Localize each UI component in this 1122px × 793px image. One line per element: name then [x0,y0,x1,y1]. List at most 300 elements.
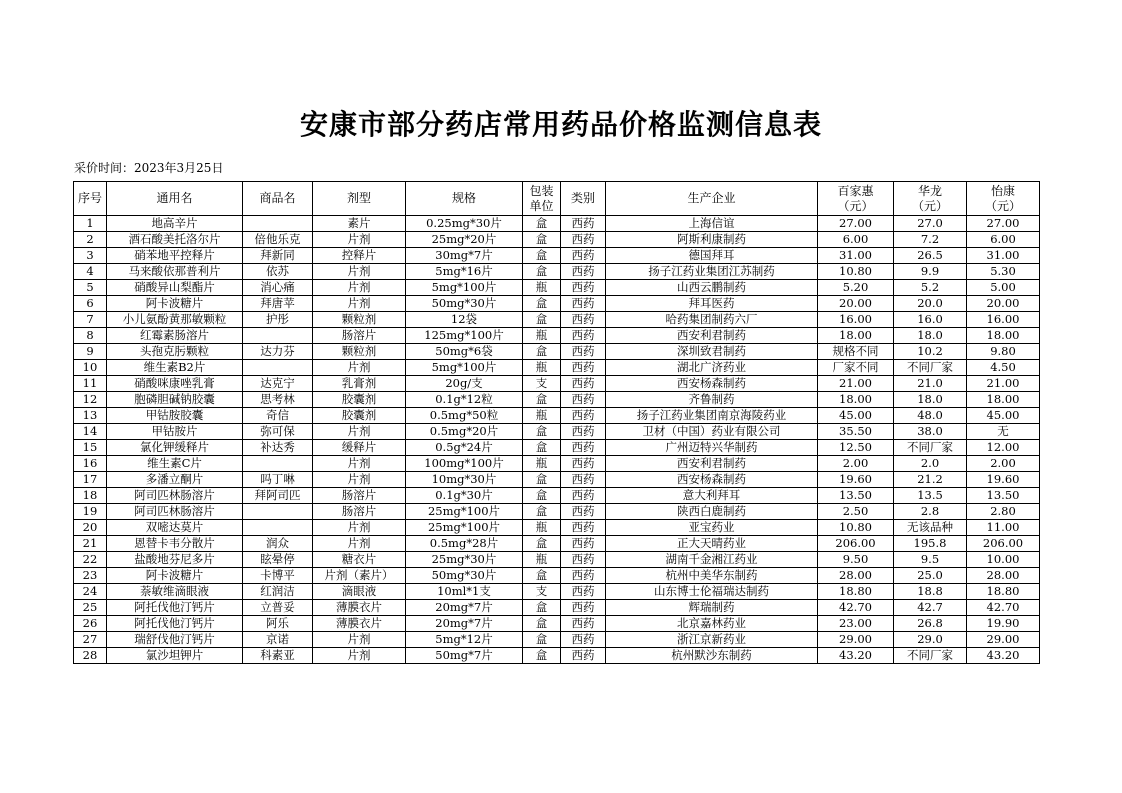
package-unit-cell: 盒 [523,440,561,456]
table-row [74,424,1040,440]
seq-cell: 9 [74,344,107,360]
dosage-form-cell: 片剂 [313,280,406,296]
price-hualong-cell: 29.0 [894,632,967,648]
seq-cell: 19 [74,504,107,520]
brand-name-cell [243,216,313,232]
seq-cell: 18 [74,488,107,504]
price-hualong-cell: 2.0 [894,456,967,472]
generic-name-cell: 维生素B2片 [107,360,243,376]
dosage-form-cell: 胶囊剂 [313,392,406,408]
dosage-form-cell: 片剂 [313,536,406,552]
table-row [74,568,1040,584]
brand-name-cell: 卡博平 [243,568,313,584]
price-baijiahui-cell: 12.50 [818,440,894,456]
price-baijiahui-cell: 31.00 [818,248,894,264]
generic-name-cell: 阿托伐他汀钙片 [107,600,243,616]
header-store-hualong [894,182,967,216]
page-title: 安康市部分药店常用药品价格监测信息表 [299,108,822,141]
table-row [74,584,1040,600]
seq-cell: 3 [74,248,107,264]
category-cell: 西药 [561,328,606,344]
manufacturer-cell: 西安利君制药 [606,328,818,344]
generic-name-cell: 头孢克肟颗粒 [107,344,243,360]
manufacturer-cell: 广州迈特兴华制药 [606,440,818,456]
package-unit-cell: 盒 [523,488,561,504]
seq-cell: 21 [74,536,107,552]
price-baijiahui-cell: 2.50 [818,504,894,520]
header-generic-name: 通用名 [107,182,243,216]
price-yikang-cell: 28.00 [967,568,1040,584]
table-header-row [74,182,1040,216]
dosage-form-cell: 控释片 [313,248,406,264]
price-yikang-cell: 42.70 [967,600,1040,616]
brand-name-cell: 拜新同 [243,248,313,264]
price-baijiahui-cell: 18.00 [818,392,894,408]
seq-cell: 28 [74,648,107,664]
seq-cell: 20 [74,520,107,536]
price-hualong-cell: 20.0 [894,296,967,312]
spec-cell: 0.1g*30片 [406,488,523,504]
brand-name-cell: 立普妥 [243,600,313,616]
price-hualong-cell: 无该品种 [894,520,967,536]
package-unit-cell: 盒 [523,600,561,616]
manufacturer-cell: 浙江京新药业 [606,632,818,648]
category-cell: 西药 [561,216,606,232]
table-row [74,264,1040,280]
price-hualong-cell: 2.8 [894,504,967,520]
package-unit-cell: 瓶 [523,552,561,568]
generic-name-cell: 阿卡波糖片 [107,568,243,584]
package-unit-cell: 瓶 [523,520,561,536]
generic-name-cell: 硝苯地平控释片 [107,248,243,264]
manufacturer-cell: 西安利君制药 [606,456,818,472]
brand-name-cell: 奇信 [243,408,313,424]
spec-cell: 25mg*100片 [406,520,523,536]
category-cell: 西药 [561,248,606,264]
spec-cell: 125mg*100片 [406,328,523,344]
dosage-form-cell: 片剂 [313,360,406,376]
package-unit-cell: 盒 [523,568,561,584]
table-row [74,472,1040,488]
generic-name-cell: 多潘立酮片 [107,472,243,488]
header-store-name: 华龙 [917,183,942,198]
price-baijiahui-cell: 5.20 [818,280,894,296]
generic-name-cell: 维生素C片 [107,456,243,472]
seq-cell: 5 [74,280,107,296]
generic-name-cell: 氯化钾缓释片 [107,440,243,456]
price-yikang-cell: 无 [967,424,1040,440]
dosage-form-cell: 片剂 [313,424,406,440]
manufacturer-cell: 阿斯利康制药 [606,232,818,248]
dosage-form-cell: 片剂（素片） [313,568,406,584]
table-row [74,296,1040,312]
dosage-form-cell: 片剂 [313,456,406,472]
category-cell: 西药 [561,440,606,456]
seq-cell: 22 [74,552,107,568]
generic-name-cell: 阿托伐他汀钙片 [107,616,243,632]
price-hualong-cell: 不同厂家 [894,648,967,664]
price-baijiahui-cell: 43.20 [818,648,894,664]
spec-cell: 10ml*1支 [406,584,523,600]
dosage-form-cell: 片剂 [313,632,406,648]
table-row [74,360,1040,376]
price-hualong-cell: 10.2 [894,344,967,360]
category-cell: 西药 [561,616,606,632]
price-yikang-cell: 4.50 [967,360,1040,376]
price-baijiahui-cell: 6.00 [818,232,894,248]
price-yikang-cell: 2.80 [967,504,1040,520]
category-cell: 西药 [561,504,606,520]
table-row [74,552,1040,568]
price-hualong-cell: 5.2 [894,280,967,296]
price-hualong-cell: 16.0 [894,312,967,328]
category-cell: 西药 [561,376,606,392]
brand-name-cell [243,504,313,520]
price-baijiahui-cell: 2.00 [818,456,894,472]
dosage-form-cell: 素片 [313,216,406,232]
seq-cell: 1 [74,216,107,232]
header-package-unit [523,182,561,216]
brand-name-cell: 吗丁啉 [243,472,313,488]
package-unit-cell: 盒 [523,504,561,520]
price-baijiahui-cell: 45.00 [818,408,894,424]
seq-cell: 8 [74,328,107,344]
price-hualong-cell: 不同厂家 [894,360,967,376]
table-row [74,312,1040,328]
table-row [74,344,1040,360]
manufacturer-cell: 扬子江药业集团江苏制药 [606,264,818,280]
generic-name-cell: 阿司匹林肠溶片 [107,488,243,504]
table-row [74,392,1040,408]
table-row [74,488,1040,504]
dosage-form-cell: 胶囊剂 [313,408,406,424]
dosage-form-cell: 颗粒剂 [313,312,406,328]
price-yikang-cell: 10.00 [967,552,1040,568]
price-hualong-cell: 不同厂家 [894,440,967,456]
table-row [74,440,1040,456]
generic-name-cell: 胞磷胆碱钠胶囊 [107,392,243,408]
seq-cell: 17 [74,472,107,488]
price-baijiahui-cell: 42.70 [818,600,894,616]
brand-name-cell: 思考林 [243,392,313,408]
header-package-line1: 包装 [529,183,554,198]
price-baijiahui-cell: 19.60 [818,472,894,488]
price-baijiahui-cell: 厂家不同 [818,360,894,376]
package-unit-cell: 盒 [523,296,561,312]
dosage-form-cell: 片剂 [313,232,406,248]
price-hualong-cell: 48.0 [894,408,967,424]
header-store-baijiahui [818,182,894,216]
dosage-form-cell: 缓释片 [313,440,406,456]
price-yikang-cell: 19.90 [967,616,1040,632]
spec-cell: 5mg*12片 [406,632,523,648]
table-row [74,376,1040,392]
price-baijiahui-cell: 27.00 [818,216,894,232]
category-cell: 西药 [561,632,606,648]
price-yikang-cell: 11.00 [967,520,1040,536]
seq-cell: 13 [74,408,107,424]
brand-name-cell: 弥可保 [243,424,313,440]
manufacturer-cell: 杭州默沙东制药 [606,648,818,664]
price-baijiahui-cell: 10.80 [818,520,894,536]
generic-name-cell: 盐酸地芬尼多片 [107,552,243,568]
manufacturer-cell: 山东博士伦福瑞达制药 [606,584,818,600]
header-store-yikang [967,182,1040,216]
manufacturer-cell: 齐鲁制药 [606,392,818,408]
manufacturer-cell: 杭州中美华东制药 [606,568,818,584]
package-unit-cell: 盒 [523,312,561,328]
dosage-form-cell: 薄膜衣片 [313,616,406,632]
category-cell: 西药 [561,568,606,584]
brand-name-cell: 护彤 [243,312,313,328]
generic-name-cell: 恩替卡韦分散片 [107,536,243,552]
dosage-form-cell: 片剂 [313,648,406,664]
seq-cell: 24 [74,584,107,600]
generic-name-cell: 甲钴胺胶囊 [107,408,243,424]
price-baijiahui-cell: 28.00 [818,568,894,584]
spec-cell: 0.5mg*28片 [406,536,523,552]
header-package-line2: 单位 [529,198,554,213]
package-unit-cell: 瓶 [523,360,561,376]
header-spec: 规格 [406,182,523,216]
category-cell: 西药 [561,552,606,568]
dosage-form-cell: 肠溶片 [313,488,406,504]
table-row [74,600,1040,616]
category-cell: 西药 [561,296,606,312]
seq-cell: 10 [74,360,107,376]
dosage-form-cell: 肠溶片 [313,504,406,520]
generic-name-cell: 酒石酸美托洛尔片 [107,232,243,248]
package-unit-cell: 盒 [523,472,561,488]
price-baijiahui-cell: 23.00 [818,616,894,632]
price-yikang-cell: 21.00 [967,376,1040,392]
manufacturer-cell: 亚宝药业 [606,520,818,536]
package-unit-cell: 盒 [523,216,561,232]
spec-cell: 5mg*16片 [406,264,523,280]
price-hualong-cell: 21.2 [894,472,967,488]
generic-name-cell: 瑞舒伐他汀钙片 [107,632,243,648]
price-yikang-cell: 43.20 [967,648,1040,664]
seq-cell: 15 [74,440,107,456]
header-manufacturer: 生产企业 [606,182,818,216]
table-row [74,632,1040,648]
spec-cell: 10mg*30片 [406,472,523,488]
table-row [74,504,1040,520]
spec-cell: 0.5g*24片 [406,440,523,456]
price-hualong-cell: 9.5 [894,552,967,568]
price-yikang-cell: 12.00 [967,440,1040,456]
brand-name-cell: 红润洁 [243,584,313,600]
manufacturer-cell: 陕西白鹿制药 [606,504,818,520]
generic-name-cell: 氯沙坦钾片 [107,648,243,664]
category-cell: 西药 [561,392,606,408]
table-row [74,408,1040,424]
price-yikang-cell: 45.00 [967,408,1040,424]
price-hualong-cell: 18.8 [894,584,967,600]
dosage-form-cell: 乳膏剂 [313,376,406,392]
package-unit-cell: 支 [523,376,561,392]
price-hualong-cell: 26.8 [894,616,967,632]
category-cell: 西药 [561,520,606,536]
seq-cell: 16 [74,456,107,472]
package-unit-cell: 瓶 [523,408,561,424]
table-row [74,616,1040,632]
package-unit-cell: 盒 [523,392,561,408]
price-baijiahui-cell: 规格不同 [818,344,894,360]
seq-cell: 12 [74,392,107,408]
seq-cell: 26 [74,616,107,632]
table-row [74,232,1040,248]
seq-cell: 23 [74,568,107,584]
table-body [74,216,1040,664]
spec-cell: 0.5mg*50粒 [406,408,523,424]
dosage-form-cell: 片剂 [313,472,406,488]
brand-name-cell [243,456,313,472]
price-yikang-cell: 19.60 [967,472,1040,488]
category-cell: 西药 [561,488,606,504]
spec-cell: 50mg*7片 [406,648,523,664]
price-yikang-cell: 9.80 [967,344,1040,360]
package-unit-cell: 瓶 [523,280,561,296]
table-row [74,648,1040,664]
price-yikang-cell: 18.00 [967,328,1040,344]
package-unit-cell: 盒 [523,536,561,552]
manufacturer-cell: 扬子江药业集团南京海陵药业 [606,408,818,424]
dosage-form-cell: 肠溶片 [313,328,406,344]
category-cell: 西药 [561,600,606,616]
manufacturer-cell: 正大天晴药业 [606,536,818,552]
brand-name-cell: 达力芬 [243,344,313,360]
brand-name-cell: 阿乐 [243,616,313,632]
package-unit-cell: 盒 [523,344,561,360]
package-unit-cell: 盒 [523,632,561,648]
brand-name-cell: 倍他乐克 [243,232,313,248]
dosage-form-cell: 颗粒剂 [313,344,406,360]
category-cell: 西药 [561,472,606,488]
seq-cell: 2 [74,232,107,248]
price-yikang-cell: 5.00 [967,280,1040,296]
dosage-form-cell: 片剂 [313,264,406,280]
header-store-unit: （元） [837,198,874,213]
price-hualong-cell: 27.0 [894,216,967,232]
generic-name-cell: 硝酸异山梨酯片 [107,280,243,296]
price-hualong-cell: 9.9 [894,264,967,280]
header-store-unit: （元） [984,198,1021,213]
package-unit-cell: 盒 [523,232,561,248]
category-cell: 西药 [561,584,606,600]
seq-cell: 11 [74,376,107,392]
price-yikang-cell: 2.00 [967,456,1040,472]
brand-name-cell: 消心痛 [243,280,313,296]
brand-name-cell: 眩晕停 [243,552,313,568]
brand-name-cell: 科素亚 [243,648,313,664]
header-store-name: 怡康 [990,183,1015,198]
price-baijiahui-cell: 20.00 [818,296,894,312]
category-cell: 西药 [561,424,606,440]
seq-cell: 14 [74,424,107,440]
manufacturer-cell: 上海信谊 [606,216,818,232]
seq-cell: 4 [74,264,107,280]
spec-cell: 25mg*30片 [406,552,523,568]
spec-cell: 50mg*6袋 [406,344,523,360]
manufacturer-cell: 西安杨森制药 [606,472,818,488]
dosage-form-cell: 糖衣片 [313,552,406,568]
spec-cell: 25mg*100片 [406,504,523,520]
generic-name-cell: 甲钴胺片 [107,424,243,440]
package-unit-cell: 瓶 [523,328,561,344]
generic-name-cell: 阿卡波糖片 [107,296,243,312]
spec-cell: 0.5mg*20片 [406,424,523,440]
price-baijiahui-cell: 18.00 [818,328,894,344]
table-row [74,248,1040,264]
spec-cell: 0.25mg*30片 [406,216,523,232]
price-hualong-cell: 25.0 [894,568,967,584]
generic-name-cell: 马来酸依那普利片 [107,264,243,280]
dosage-form-cell: 片剂 [313,296,406,312]
price-yikang-cell: 206.00 [967,536,1040,552]
price-yikang-cell: 18.00 [967,392,1040,408]
manufacturer-cell: 深圳致君制药 [606,344,818,360]
price-baijiahui-cell: 29.00 [818,632,894,648]
manufacturer-cell: 西安杨森制药 [606,376,818,392]
manufacturer-cell: 湖南千金湘江药业 [606,552,818,568]
generic-name-cell: 萘敏维滴眼液 [107,584,243,600]
table-row [74,280,1040,296]
manufacturer-cell: 卫材（中国）药业有限公司 [606,424,818,440]
manufacturer-cell: 哈药集团制药六厂 [606,312,818,328]
price-yikang-cell: 29.00 [967,632,1040,648]
spec-cell: 0.1g*12粒 [406,392,523,408]
category-cell: 西药 [561,280,606,296]
brand-name-cell: 拜阿司匹 [243,488,313,504]
manufacturer-cell: 德国拜耳 [606,248,818,264]
category-cell: 西药 [561,408,606,424]
spec-cell: 20g/支 [406,376,523,392]
price-yikang-cell: 20.00 [967,296,1040,312]
header-store-name: 百家惠 [837,183,874,198]
price-hualong-cell: 18.0 [894,392,967,408]
category-cell: 西药 [561,232,606,248]
price-hualong-cell: 42.7 [894,600,967,616]
manufacturer-cell: 湖北广济药业 [606,360,818,376]
brand-name-cell: 拜唐苹 [243,296,313,312]
package-unit-cell: 盒 [523,648,561,664]
header-category: 类别 [561,182,606,216]
price-table [73,181,1040,664]
price-baijiahui-cell: 18.80 [818,584,894,600]
package-unit-cell: 盒 [523,424,561,440]
manufacturer-cell: 意大利拜耳 [606,488,818,504]
brand-name-cell: 补达秀 [243,440,313,456]
brand-name-cell: 京诺 [243,632,313,648]
seq-cell: 6 [74,296,107,312]
header-dosage-form: 剂型 [313,182,406,216]
manufacturer-cell: 拜耳医药 [606,296,818,312]
package-unit-cell: 盒 [523,616,561,632]
category-cell: 西药 [561,360,606,376]
dosage-form-cell: 片剂 [313,520,406,536]
price-baijiahui-cell: 206.00 [818,536,894,552]
price-hualong-cell: 18.0 [894,328,967,344]
spec-cell: 100mg*100片 [406,456,523,472]
price-hualong-cell: 195.8 [894,536,967,552]
generic-name-cell: 阿司匹林肠溶片 [107,504,243,520]
spec-cell: 20mg*7片 [406,600,523,616]
seq-cell: 25 [74,600,107,616]
price-yikang-cell: 5.30 [967,264,1040,280]
price-hualong-cell: 26.5 [894,248,967,264]
price-baijiahui-cell: 35.50 [818,424,894,440]
